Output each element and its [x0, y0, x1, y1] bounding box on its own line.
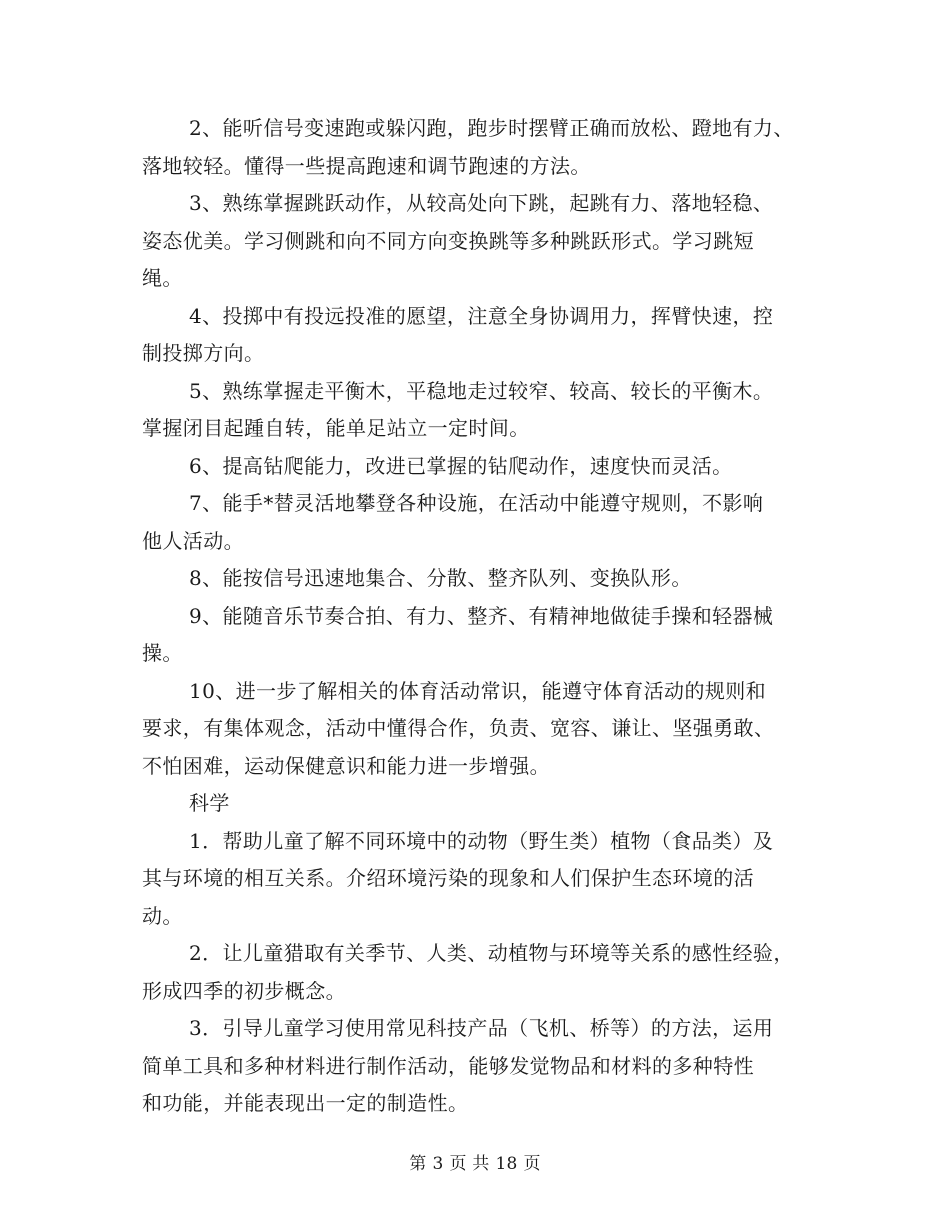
para-2	[142, 110, 822, 185]
text-line: 8、能按信号迅速地集合、分散、整齐队列、变换队形。	[189, 566, 692, 590]
text-line: 1．帮助儿童了解不同环境中的动物（野生类）植物（食品类）及	[189, 828, 774, 853]
science-para-1	[142, 823, 822, 936]
science-para-2	[142, 935, 822, 1010]
text-line: 3、熟练掌握跳跃动作，从较高处向下跳，起跳有力、落地轻稳、	[189, 191, 774, 215]
footer-middle: 页 共	[449, 1154, 490, 1174]
text-line: 和功能，并能表现出一定的制造性。	[142, 1091, 469, 1115]
text-line: 动。	[142, 903, 183, 928]
para-7	[142, 485, 822, 560]
section-heading-science: 科学	[189, 791, 230, 815]
page-footer	[0, 1152, 950, 1176]
total-pages-number: 18	[495, 1154, 518, 1174]
para-8	[142, 560, 822, 598]
para-5	[142, 373, 822, 448]
text-line: 操。	[142, 641, 183, 665]
para-6	[142, 448, 822, 486]
text-line: 掌握闭目起踵自转，能单足站立一定时间。	[142, 416, 530, 440]
text-line: 绳。	[142, 266, 183, 290]
para-3	[142, 185, 822, 298]
text-line: 要求，有集体观念，活动中懂得合作，负责、宽容、谦让、坚强勇敢、	[142, 716, 775, 740]
text-line: 5、熟练掌握走平衡木，平稳地走过较窄、较高、较长的平衡木。	[189, 378, 774, 403]
text-line: 不怕困难，运动保健意识和能力进一步增强。	[142, 753, 550, 778]
text-line: 姿态优美。学习侧跳和向不同方向变换跳等多种跳跃形式。学习跳短	[142, 228, 754, 253]
document-body	[142, 110, 822, 1123]
text-line: 形成四季的初步概念。	[142, 978, 346, 1003]
text-line: 其与环境的相互关系。介绍环境污染的现象和人们保护生态环境的活	[142, 866, 754, 890]
para-10	[142, 673, 822, 786]
text-line: 他人活动。	[142, 528, 244, 553]
footer-suffix: 页	[523, 1154, 541, 1174]
text-line: 制投掷方向。	[142, 341, 265, 365]
text-line: 落地较轻。懂得一些提高跑速和调节跑速的方法。	[142, 153, 591, 178]
text-line: 9、能随音乐节奏合拍、有力、整齐、有精神地做徒手操和轻器械	[189, 603, 774, 628]
para-9	[142, 598, 822, 673]
text-line: 10、进一步了解相关的体育活动常识，能遵守体育活动的规则和	[189, 678, 767, 703]
text-line: 2、能听信号变速跑或躲闪跑，跑步时摆臂正确而放松、蹬地有力、	[189, 116, 794, 140]
footer-prefix: 第	[409, 1154, 427, 1174]
text-line: 简单工具和多种材料进行制作活动，能够发觉物品和材料的多种特性	[142, 1053, 754, 1078]
text-line: 6、提高钻爬能力，改进已掌握的钻爬动作，速度快而灵活。	[189, 453, 733, 478]
text-line: 4、投掷中有投远投准的愿望，注意全身协调用力，挥臂快速，控	[189, 303, 774, 328]
para-4	[142, 298, 822, 373]
text-line: 3．引导儿童学习使用常见科技产品（飞机、桥等）的方法，运用	[189, 1016, 774, 1040]
text-line: 2．让儿童猎取有关季节、人类、动植物与环境等关系的感性经验，	[189, 941, 794, 965]
science-para-3	[142, 1010, 822, 1123]
current-page-number: 3	[432, 1154, 444, 1174]
text-line: 7、能手*替灵活地攀登各种设施，在活动中能遵守规则，不影响	[189, 491, 764, 515]
